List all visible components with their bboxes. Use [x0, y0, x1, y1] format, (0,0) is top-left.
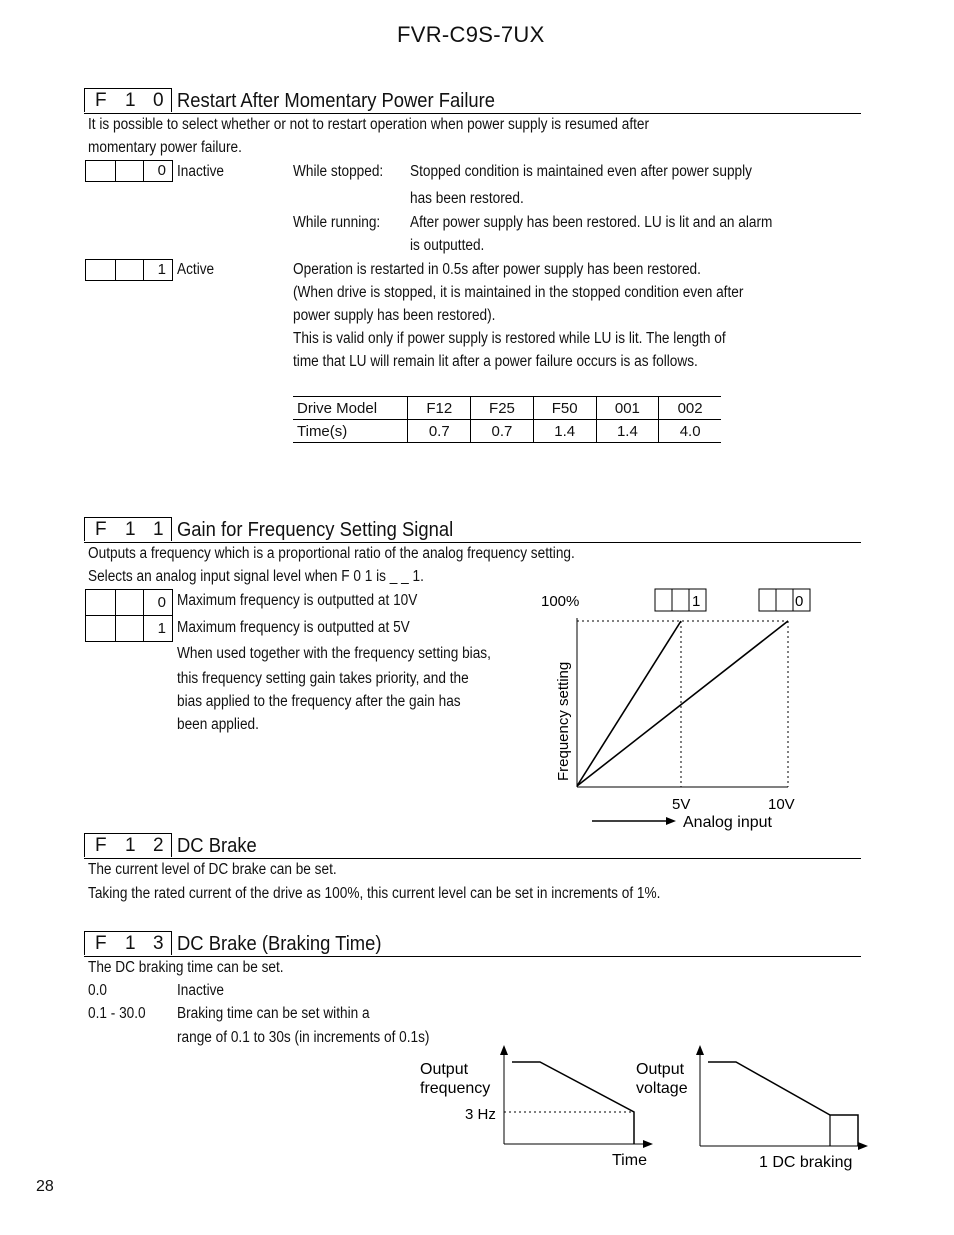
graph-label-5v: 5V	[672, 796, 691, 813]
graph-label-10v: 10V	[768, 796, 795, 813]
dc-brake-graph	[410, 1040, 870, 1180]
f13-range-line1: Braking time can be set within a	[177, 1005, 370, 1022]
f10-description-line2: momentary power failure.	[88, 139, 242, 156]
graph-label-100pct: 100%	[541, 593, 580, 610]
table-cell: F50	[533, 397, 596, 420]
graph-3hz-label: 3 Hz	[465, 1106, 496, 1123]
function-code-box	[84, 88, 172, 112]
setting-value-box-1: 1	[85, 259, 173, 281]
while-running-text: After power supply has been restored. LU is lit and an alarm	[410, 214, 773, 231]
f13-value-range: 0.1 - 30.0	[88, 1005, 146, 1022]
f13-value-0: 0.0	[88, 982, 107, 999]
graph-voltage-curve	[708, 1062, 858, 1146]
table-cell: 001	[596, 397, 659, 420]
code-char: 1	[153, 519, 164, 540]
code-char: F	[95, 933, 107, 954]
gain-note-line4: been applied.	[177, 716, 259, 733]
section-header-f12	[84, 832, 861, 859]
graph-box-value: 0	[795, 593, 804, 610]
function-code-box	[84, 517, 172, 541]
section-title: Restart After Momentary Power Failure	[177, 90, 496, 112]
table-cell: F25	[471, 397, 534, 420]
while-running-text-cont: is outputted.	[410, 237, 485, 254]
f10-description-line1: It is possible to select whether or not to restart operation when power supply is resumed after	[88, 116, 650, 133]
graph-left-label-2: frequency	[420, 1080, 491, 1097]
arrow-up-icon	[696, 1045, 704, 1055]
table-cell: 1.4	[533, 420, 596, 443]
code-char: 1	[125, 835, 136, 856]
section-title: DC Brake (Braking Time)	[177, 933, 382, 955]
graph-x-axis-label: Analog input	[683, 814, 772, 831]
table-cell: 002	[659, 397, 721, 420]
graph-box-value: 1	[692, 593, 701, 610]
code-char: 1	[125, 933, 136, 954]
arrow-right-icon	[666, 817, 676, 825]
graph-right-label-2: voltage	[636, 1080, 688, 1097]
graph-line-5v	[577, 621, 681, 786]
section-title: DC Brake	[177, 835, 257, 857]
f13-description: The DC braking time can be set.	[88, 959, 284, 976]
graph-y-axis-label: Frequency setting	[555, 661, 572, 781]
arrow-right-icon	[858, 1142, 868, 1150]
code-char: 2	[153, 835, 164, 856]
section-title: Gain for Frequency Setting Signal	[177, 519, 454, 541]
while-stopped-label: While stopped:	[293, 163, 384, 180]
setting-value-box-1: 1	[85, 615, 173, 642]
active-line-2: (When drive is stopped, it is maintained in the stopped condition even after	[293, 284, 744, 301]
table-cell: F12	[408, 397, 471, 420]
section-header-f10	[84, 87, 861, 114]
code-char: F	[95, 519, 107, 540]
table-cell: 0.7	[408, 420, 471, 443]
graph-right-label-1: Output	[636, 1061, 685, 1078]
table-row	[293, 397, 721, 420]
f12-description-line2: Taking the rated current of the drive as 100%, this current level can be set in increments of 1%.	[88, 885, 661, 902]
code-char: 1	[125, 90, 136, 111]
function-code-box	[84, 833, 172, 857]
gain-option-5v: Maximum frequency is outputted at 5V	[177, 619, 410, 636]
while-running-label: While running:	[293, 214, 381, 231]
graph-frequency-curve	[512, 1062, 634, 1144]
gain-note-line2: this frequency setting gain takes priority, and the	[177, 670, 469, 687]
gain-note-line3: bias applied to the frequency after the gain has	[177, 693, 461, 710]
code-char: 3	[153, 933, 164, 954]
table-row	[293, 420, 721, 443]
active-line-1: Operation is restarted in 0.5s after power supply has been restored.	[293, 261, 701, 278]
table-cell: 0.7	[471, 420, 534, 443]
document-title: FVR-C9S-7UX	[397, 22, 545, 47]
table-cell: 1.4	[596, 420, 659, 443]
setting-value-box-0: 0	[85, 160, 173, 182]
gain-graph	[530, 585, 820, 835]
table-cell: 4.0	[659, 420, 721, 443]
graph-dc-braking-label: 1 DC braking	[759, 1154, 853, 1171]
lu-time-table	[293, 396, 721, 443]
function-code-box	[84, 931, 172, 955]
graph-left-label-1: Output	[420, 1061, 469, 1078]
gain-option-10v: Maximum frequency is outputted at 10V	[177, 592, 418, 609]
while-stopped-text-cont: has been restored.	[410, 190, 524, 207]
section-header-f11	[84, 516, 861, 543]
section-header-f13	[84, 930, 861, 957]
code-char: 0	[153, 90, 164, 111]
code-char: F	[95, 90, 107, 111]
gain-note-line1: When used together with the frequency setting bias,	[177, 645, 491, 662]
setting-value-box-0: 0	[85, 589, 173, 616]
code-char: 1	[125, 519, 136, 540]
code-char: F	[95, 835, 107, 856]
option-label-inactive: Inactive	[177, 163, 225, 180]
active-line-4: This is valid only if power supply is restored while LU is lit. The length of	[293, 330, 726, 347]
page-number: 28	[36, 1178, 54, 1195]
f11-description-line2: Selects an analog input signal level when F 0 1 is _ _ 1.	[88, 568, 424, 585]
graph-line-10v	[577, 621, 788, 786]
table-cell: Time(s)	[293, 420, 408, 443]
f11-description-line1: Outputs a frequency which is a proportional ratio of the analog frequency setting.	[88, 545, 575, 562]
option-label-active: Active	[177, 261, 215, 278]
f12-description-line1: The current level of DC brake can be set.	[88, 861, 337, 878]
active-line-3: power supply has been restored).	[293, 307, 496, 324]
active-line-5: time that LU will remain lit after a power failure occurs is as follows.	[293, 353, 698, 370]
arrow-up-icon	[500, 1045, 508, 1055]
table-cell: Drive Model	[293, 397, 408, 420]
while-stopped-text: Stopped condition is maintained even after power supply	[410, 163, 752, 180]
graph-time-label: Time	[612, 1152, 647, 1169]
f13-range-line2: range of 0.1 to 30s (in increments of 0.1s)	[177, 1029, 430, 1046]
arrow-right-icon	[643, 1140, 653, 1148]
f13-label-inactive: Inactive	[177, 982, 225, 999]
